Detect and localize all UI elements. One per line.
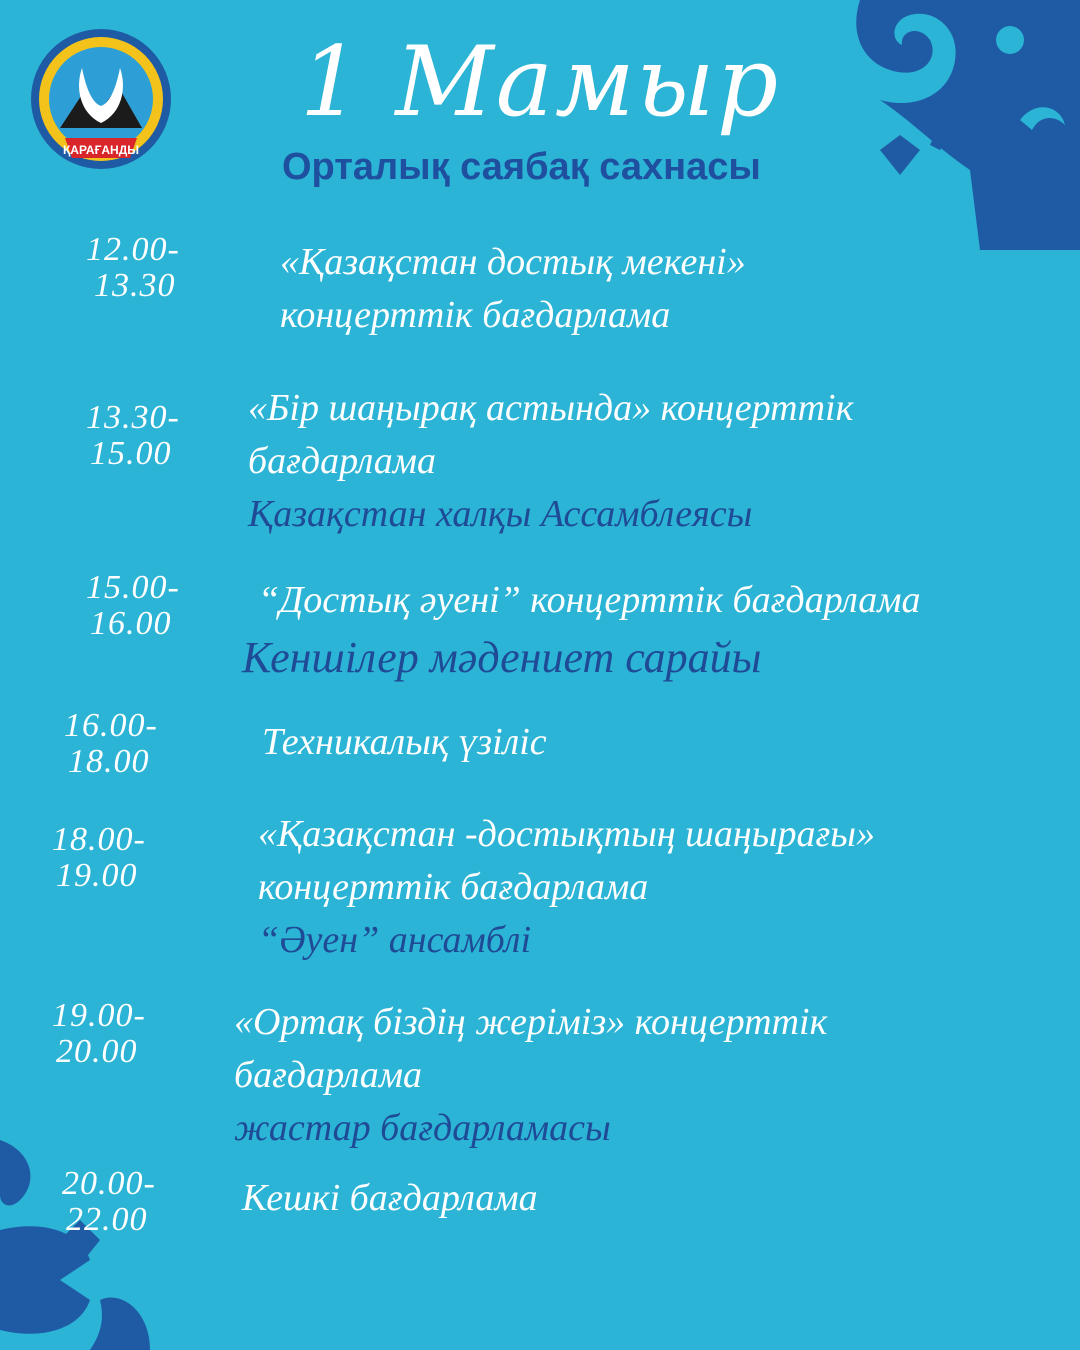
event-1: «Қазақстан достық мекені» концерттік бағдарлама: [280, 241, 746, 337]
event-7: Кешкі бағдарлама: [242, 1177, 538, 1219]
time-slot-6: 19.00- 20.00: [52, 997, 146, 1070]
time-slot-4: 16.00- 18.00: [64, 707, 158, 780]
page-title: 1 Мамыр: [299, 26, 781, 138]
time-slot-7: 20.00- 22.00: [62, 1165, 156, 1238]
time-slot-2: 13.30- 15.00: [86, 399, 180, 472]
time-slot-3: 15.00- 16.00: [86, 569, 180, 642]
event-2: «Бір шаңырақ астында» концерттік бағдарлама Қазақстан халқы Ассамблеясы: [248, 387, 854, 536]
event-6: «Ортақ біздің жеріміз» концерттік бағдарлама жастар бағдарламасы: [234, 1001, 828, 1150]
event-5: «Қазақстан -достықтың шаңырағы» концерттік бағдарлама “Әуен” ансамблі: [258, 813, 876, 962]
page-subtitle: Орталық саябақ сахнасы: [282, 146, 761, 188]
event-3: “Достық әуені” концерттік бағдарлама Кеншілер мәдениет сарайы: [242, 579, 921, 683]
emblem-label: ҚАРАҒАНДЫ: [62, 143, 140, 157]
event-4: Техникалық үзіліс: [262, 721, 547, 763]
time-slot-1: 12.00- 13.30: [86, 231, 180, 304]
time-slot-5: 18.00- 19.00: [52, 821, 146, 894]
